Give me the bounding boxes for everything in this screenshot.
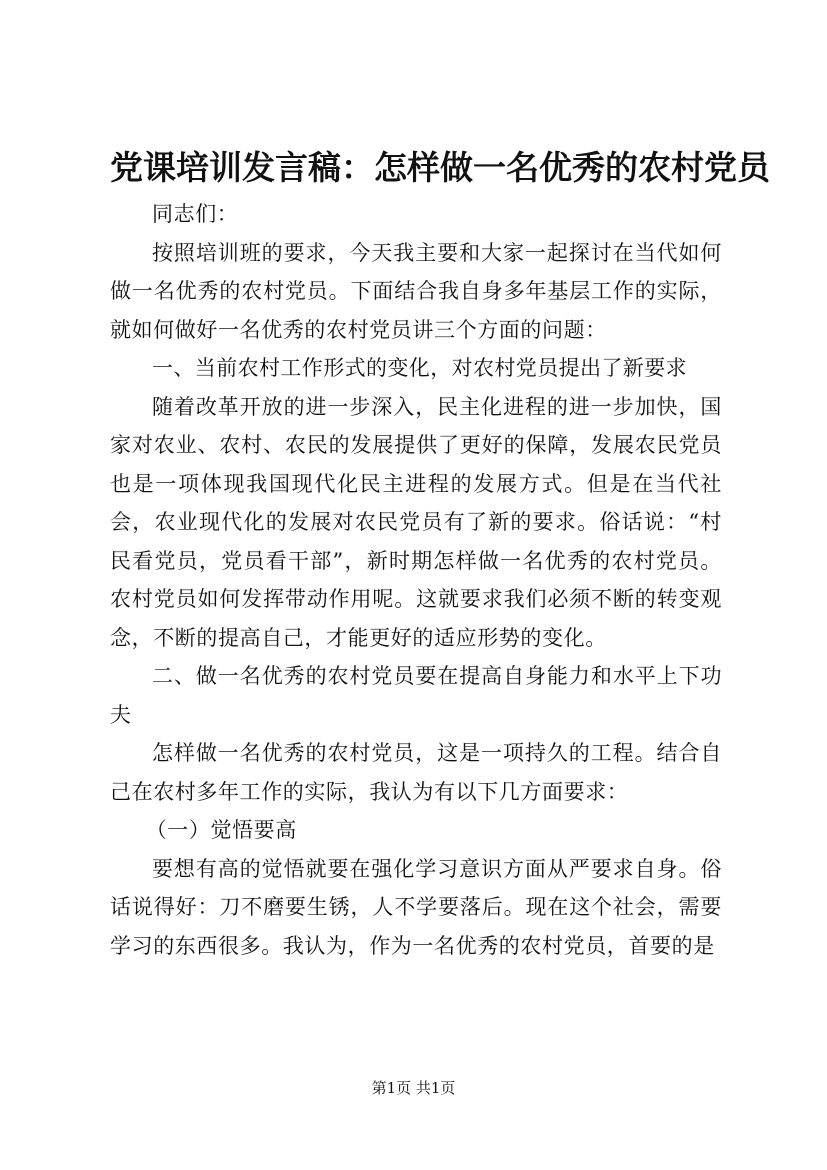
document-body <box>110 195 722 965</box>
document-title: 党课培训发言稿：怎样做一名优秀的农村党员 <box>110 148 770 187</box>
intro-paragraph: 按照培训班的要求，今天我主要和大家一起探讨在当代如何做一名优秀的农村党员。下面结合我自身多年基层工作的实际，就如何做好一名优秀的农村党员讲三个方面的问题： <box>110 240 722 342</box>
section-heading-2: 二、做一名优秀的农村党员要在提高自身能力和水平上下功夫 <box>110 664 722 727</box>
subsection-1-paragraph: 要想有高的觉悟就要在强化学习意识方面从严要求自身。俗话说得好：刀不磨要生锈，人不学要落后。现在这个社会，需要学习的东西很多。我认为，作为一名优秀的农村党员，首要的是 <box>110 856 722 958</box>
subsection-heading-1: （一）觉悟要高 <box>145 818 297 842</box>
section-heading-1: 一、当前农村工作形式的变化，对农村党员提出了新要求 <box>152 356 687 380</box>
section-2-paragraph: 怎样做一名优秀的农村党员，这是一项持久的工程。结合自己在农村多年工作的实际，我认为有以下几方面要求： <box>110 741 722 804</box>
salutation: 同志们： <box>152 202 239 226</box>
page-footer: 第1页 共1页 <box>371 1079 456 1097</box>
section-1-paragraph: 随着改革开放的进一步深入，民主化进程的进一步加快，国家对农业、农村、农民的发展提供了更好的保障，发展农民党员也是一项体现我国现代化民主进程的发展方式。但是在当代社会，农业现代化的发展对农民党员有了新的要求。俗话说：“村民看党员，党员看干部”，新时期怎样做一名优秀的农村党员。农村党员如何发挥带动作用呢。这就要求我们必须不断的转变观念，不断的提高自己，才能更好的适应形势的变化。 <box>110 394 722 650</box>
